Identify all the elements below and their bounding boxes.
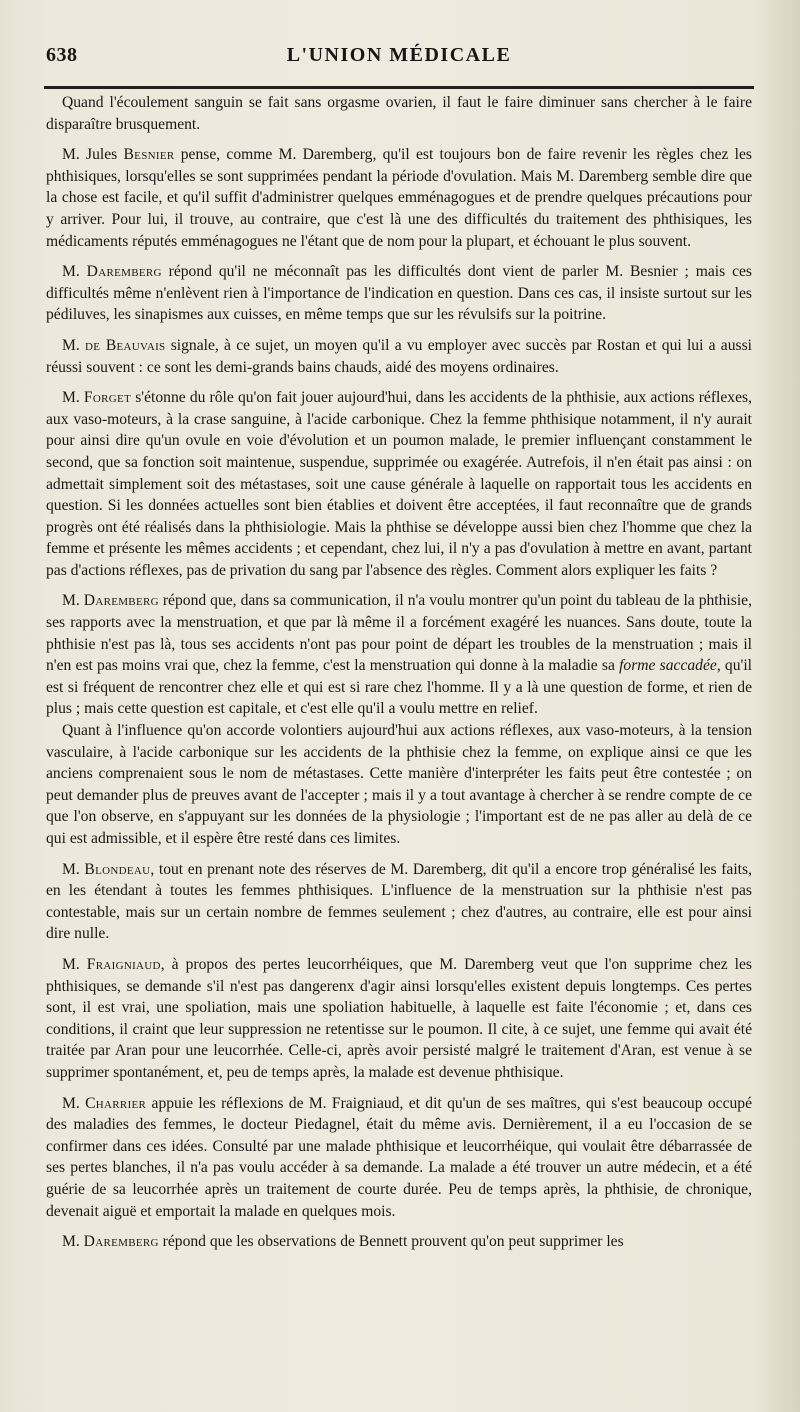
speaker-name: Forget (83, 389, 132, 407)
speaker-title: M. (62, 1094, 86, 1112)
paragraph (46, 335, 752, 378)
speaker-name: de Beauvais (85, 336, 166, 354)
page-number: 638 (46, 44, 78, 66)
paragraph-text: , à propos des pertes leucorrhéiques, que M. Daremberg veut que l'on supprime chez les phthisiques, se demande s'il n'est pas dangerenx d'agir ainsi lorsqu'elles existent depuis longtemps. Ces pertes sont, il est vrai, une spoliation, mais une spoliation habituelle, à laquelle est faite l'économie ; et, dans ces conditions, il craint que leur suppression ne retentisse sur le poumon. Il cite, à ce sujet, une femme qui avait été traitée par Aran pour une leucorrhée. Celle-ci, après avoir persisté malgré le traitement d'Aran, est venue à se supprimer spontanément, et, peu de temps après, la malade est devenue phthisique. (46, 955, 752, 1081)
paragraph-text: répond que, dans sa communication, il n'a voulu montrer qu'un point du tableau de la phthisie, ses rapports avec la menstruation, et que par là même il a forcément exagéré les nuances. Sans doute, toute la phthisie n'est pas là, tous ses accidents n'ont pas pour point de départ les troubles de la menstruation ; mais il n'en est pas moins vrai que, chez la femme, c'est la menstruation qui donne à la maladie sa (46, 592, 752, 675)
paragraph-text: Quand l'écoulement sanguin se fait sans orgasme ovarien, il faut le faire diminuer sans chercher à le faire disparaître brusquement. (46, 94, 752, 133)
speaker-title: M. (62, 592, 84, 610)
speaker-title: M. Jules (62, 146, 124, 164)
page-header (46, 44, 752, 78)
speaker-name: Daremberg (83, 592, 159, 610)
paragraph (46, 261, 752, 326)
speaker-title: M. (62, 955, 87, 973)
paragraph (46, 1093, 752, 1223)
paragraph (46, 859, 752, 945)
speaker-title: M. (62, 389, 84, 407)
italic-term: forme saccadée (619, 657, 717, 675)
speaker-name: Blondeau (84, 860, 151, 878)
paragraph-text: signale, à ce sujet, un moyen qu'il a vu employer avec succès par Rostan et qui lui a aussi réussi souvent : ce sont les demi-grands bains chauds, aidé des moyens ordinaires. (46, 336, 752, 376)
paragraph (46, 387, 752, 581)
paragraph (46, 590, 752, 720)
running-title: L'UNION MÉDICALE (286, 44, 512, 66)
paragraph (46, 144, 752, 252)
paragraph-text: pense, comme M. Daremberg, qu'il est toujours bon de faire revenir les règles chez les phthisiques, lorsqu'elles se sont supprimées pendant la période d'ovulation. Mais M. Daremberg semble dire que la chose est facile, et qu'il suffit d'administrer quelques emménagogues et de prendre quelques précautions pour y arriver. Pour lui, il trouve, au contraire, que c'est là une des difficultés du traitement des phthisiques, les médicaments réputés emménagogues ne l'étant que de nom pour la plupart, et échouant le plus souvent. (46, 146, 753, 250)
paragraph (46, 954, 752, 1084)
paragraph-text: appuie les réflexions de M. Fraigniaud, et dit qu'un de ses maîtres, qui s'est beaucoup occupé des maladies des femmes, le docteur Piedagnel, était du même avis. Dernièrement, il a eu l'occasion de se confirmer dans ces idées. Consulté par une malade phthisique et leucorrhéique, qui voulait être débarrassée de ses pertes blanches, il n'a pas voulu accéder à sa demande. La malade a été trouver un autre médecin, et a été guérie de sa leucorrhée après un traitement de courte durée. Peu de temps après, la phthisie, de chronique, devenait aiguë et emportait la malade en quelques mois. (46, 1094, 752, 1220)
body-text (46, 92, 752, 1262)
paragraph-text: s'étonne du rôle qu'on fait jouer aujourd'hui, dans les accidents de la phthisie, aux actions réflexes, aux vaso-moteurs, à la crase sanguine, à l'acide carbonique. Chez la femme phthisique notamment, il n'y aurait pour ainsi dire qu'un ovule en voie d'évolution et un poumon malade, le premier influençant constamment le second, que sa fonction soit maintenue, suspendue, supprimée ou exagérée. Autrefois, il n'en était pas ainsi : on admettait simplement soit des métastases, soit une cause générale à laquelle on rapportait tous les accidents en question. Si les données actuelles sont bien établies et doivent être acceptées, il faut reconnaître que de grands progrès ont été réalisés dans la phthisiologie. Mais la phthise se développe aussi bien chez l'homme que chez la femme et présente les mêmes accidents ; et cependant, chez lui, il n'y a pas d'ovulation à mettre en avant, partant pas d'actions réflexes, pas de privation du sang par l'absence des règles. Comment alors expliquer les faits ? (46, 389, 752, 579)
speaker-name: Charrier (85, 1094, 147, 1112)
paragraph-text: répond que les observations de Bennett prouvent qu'on peut supprimer les (158, 1233, 624, 1251)
speaker-title: M. (62, 263, 87, 281)
speaker-title: M. (62, 1233, 84, 1251)
speaker-name: Fraigniaud (86, 955, 161, 973)
speaker-name: Besnier (123, 146, 175, 164)
paragraph-text: répond qu'il ne méconnaît pas les difficultés dont vient de parler M. Besnier ; mais ces difficultés même n'enlèvent rien à l'importance de l'indication en question. Dans ces cas, il insiste surtout sur les pédiluves, les sinapismes aux cuisses, en même temps que sur les révulsifs sur la poitrine. (46, 263, 753, 324)
paragraph (46, 1231, 752, 1253)
paragraph-text: , tout en prenant note des réserves de M. Daremberg, dit qu'il a encore trop généralisé les faits, en les étendant à toutes les femmes phthisiques. L'influence de la menstruation sur la phthisie n'est pas contestable, mais sur un certain nombre de femmes seulement ; chez d'autres, au contraire, elle est pour ainsi dire nulle. (46, 860, 752, 943)
speaker-title: M. (62, 860, 85, 878)
header-rule (44, 86, 754, 89)
paragraph (46, 92, 752, 135)
speaker-title: M. (62, 336, 86, 354)
paragraph (46, 720, 752, 850)
paragraph-text: , qu'il est si fréquent de rencontrer chez elle et qui est si rare chez l'homme. Il y a là une question de forme, et rien de plus ; mais cette question est capitale, et c'est elle qu'il a voulu mettre en relief. (46, 657, 752, 718)
speaker-name: Daremberg (83, 1233, 159, 1251)
paragraph-text: Quant à l'influence qu'on accorde volontiers aujourd'hui aux actions réflexes, aux vaso-moteurs, à la tension vasculaire, à l'acide carbonique sur les accidents de la phthisie chez la femme, on explique ainsi ce que les anciens comprenaient sous le nom de métastases. Cette manière d'interpréter les faits peut être contestée ; on peut demander plus de preuves avant de l'accepter ; mais il y a tout avantage à chercher à se rendre compte de ce que l'on observe, en s'appuyant sur les données de la physiologie ; l'important est de ne pas aller au delà de ce qui est admissible, et il espère être resté dans ces limites. (46, 722, 752, 847)
speaker-name: Daremberg (86, 263, 162, 281)
